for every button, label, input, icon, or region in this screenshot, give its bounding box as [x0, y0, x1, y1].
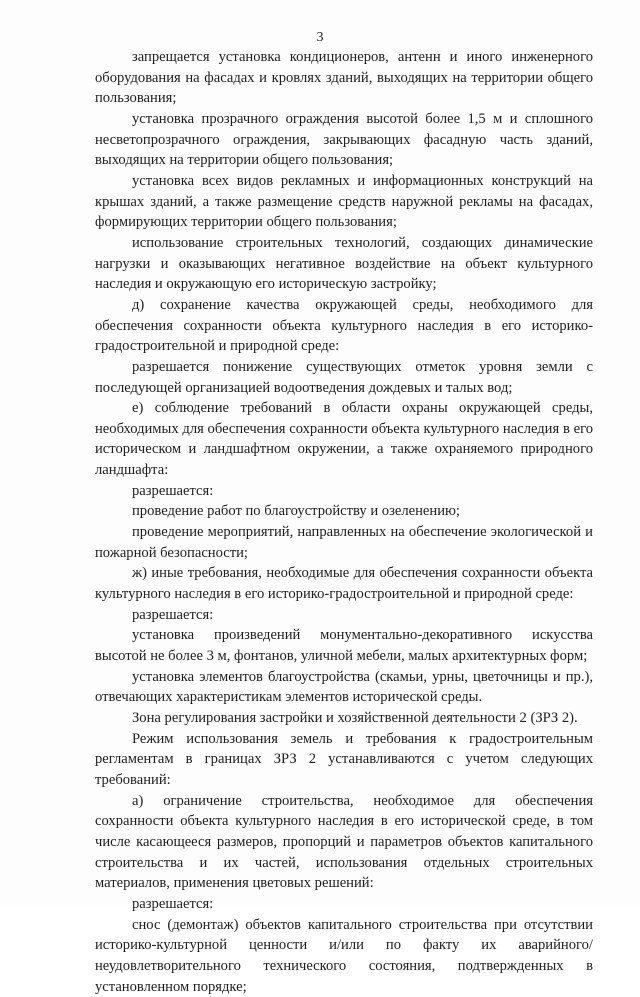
paragraph: а) ограничение строительства, необходимое для обеспечения сохранности объекта культурного наследия в его исторической среде, в том числе касающееся размеров, пропорций и параметров объектов капитального строительства и их частей, использования отдельных строительных материалов, применения цветовых решений: [95, 792, 593, 892]
paragraph: разрешается: [132, 606, 214, 623]
paragraph: д) сохранение качества окружающей среды, необходимого для обеспечения сохранности объекта культурного наследия в его историко-градостроительной и природной среде: [95, 296, 593, 355]
paragraph: проведение мероприятий, направленных на обеспечение экологической и пожарной безопасности; [95, 524, 593, 561]
paragraph: запрещается установка кондиционеров, антенн и иного инженерного оборудования на фасадах и кровлях зданий, выходящих на территории общего пользования; [95, 49, 593, 107]
paragraph: установка прозрачного ограждения высотой более 1,5 м и сплошного несветопрозрачного ограждения, закрывающих фасадную часть зданий, выходящих на территории общего пользования; [95, 110, 593, 169]
paragraph: снос (демонтаж) объектов капитального строительства при отсутствии историко-культурной ценности и/или по факту их аварийного/ неудовлетворительного технического состояния, подтвержденных в установленном порядке; [95, 916, 593, 995]
paragraph: Режим использования земель и требования к градостроительным регламентам в границах ЗРЗ 2 устанавливаются с учетом следующих требований: [95, 730, 593, 788]
paragraph: установка элементов благоустройства (скамьи, урны, цветочницы и пр.), отвечающих характеристикам элементов исторической среды. [95, 668, 593, 706]
page-number: 3 [316, 30, 324, 45]
paragraph: установка всех видов рекламных и информационных конструкций на крышах зданий, а также размещение средств наружной рекламы на фасадах, формирующих территории общего пользования; [95, 172, 593, 231]
paragraph: ж) иные требования, необходимые для обеспечения сохранности объекта культурного наследия в его историко-градостроительной и природной среде: [95, 565, 593, 603]
paragraph: установка произведений монументально-декоративного искусства высотой не более 3 м, фонтанов, уличной мебели, малых архитектурных форм; [95, 627, 593, 665]
paragraph: проведение работ по благоустройству и озеленению; [132, 503, 460, 520]
paragraph: разрешается понижение существующих отметок уровня земли с последующей организацией водоотведения дождевых и талых вод; [95, 358, 593, 396]
paragraph: разрешается: [132, 895, 214, 912]
paragraph: использование строительных технологий, создающих динамические нагрузки и оказывающих негативное воздействие на объект культурного наследия и окружающую его историческую застройку; [95, 234, 593, 293]
document-body [95, 47, 593, 997]
paragraph: разрешается: [132, 482, 214, 499]
section-heading: Зона регулирования застройки и хозяйственной деятельности 2 (ЗРЗ 2). [132, 710, 578, 726]
paragraph: е) соблюдение требований в области охраны окружающей среды, необходимых для обеспечения сохранности объекта культурного наследия в его историческом и ландшафтном окружении, а также охраняемого природного ландшафта: [95, 400, 593, 479]
